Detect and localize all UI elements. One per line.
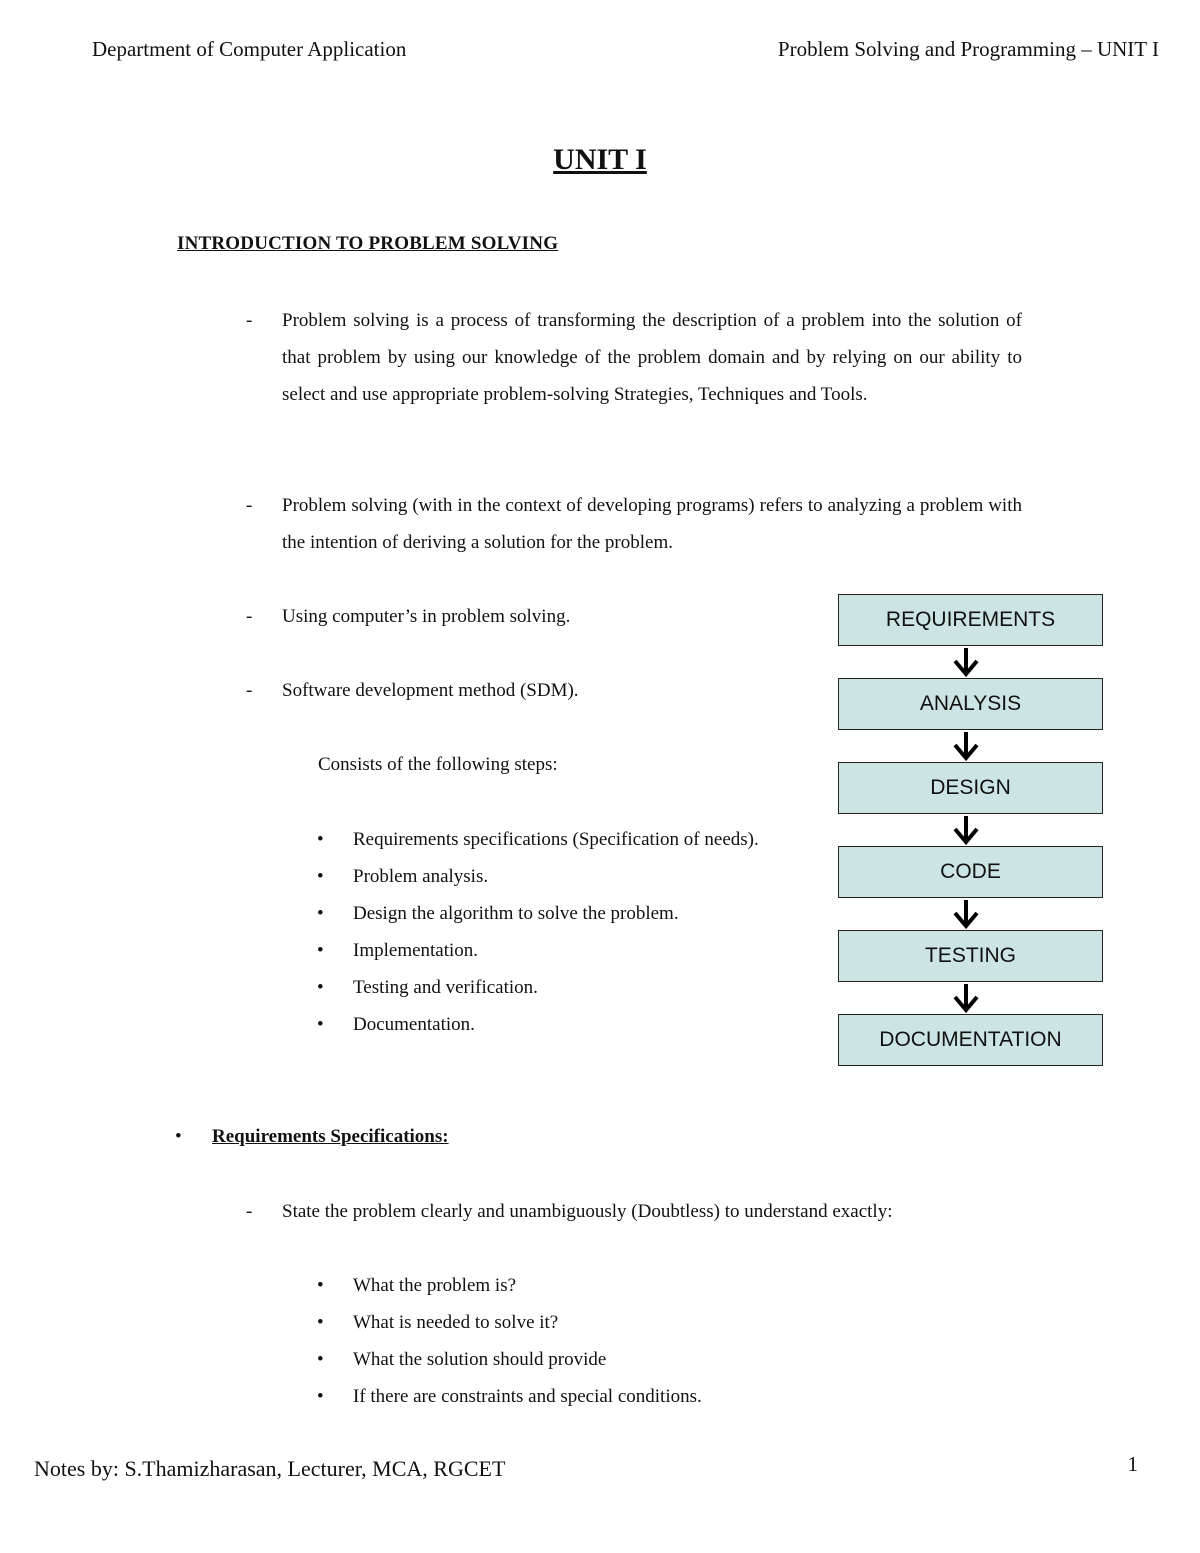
arrow-down-icon xyxy=(952,899,980,929)
flow-box-requirements: REQUIREMENTS xyxy=(838,594,1103,646)
paragraph-text: State the problem clearly and unambiguously (Doubtless) to understand exactly: xyxy=(282,1201,893,1222)
arrow-down-icon xyxy=(952,731,980,761)
footer-author-note: Notes by: S.Thamizharasan, Lecturer, MCA, RGCET xyxy=(34,1456,506,1481)
paragraph-text: Software development method (SDM). xyxy=(282,680,579,701)
flow-box-code: CODE xyxy=(838,846,1103,898)
dash-marker: - xyxy=(246,310,253,331)
steps-intro: Consists of the following steps: xyxy=(318,754,558,775)
arrow-down-icon xyxy=(952,983,980,1013)
flow-box-testing: TESTING xyxy=(838,930,1103,982)
paragraph-context xyxy=(246,487,1022,561)
header-department: Department of Computer Application xyxy=(92,37,407,61)
dash-marker: - xyxy=(246,606,253,627)
page-title: UNIT I xyxy=(553,143,647,176)
list-item: • Design the algorithm to solve the problem. xyxy=(353,903,679,925)
list-item: • Documentation. xyxy=(353,1014,475,1036)
flow-box-analysis: ANALYSIS xyxy=(838,678,1103,730)
list-item: • Problem analysis. xyxy=(353,866,488,888)
list-item: • Testing and verification. xyxy=(353,977,538,999)
list-item: • What the problem is? xyxy=(353,1275,516,1297)
flow-box-documentation: DOCUMENTATION xyxy=(838,1014,1103,1066)
list-item: • Requirements specifications (Specification of needs). xyxy=(353,829,759,851)
paragraph-text: Problem solving is a process of transforming the description of a problem into the solution of that problem by using our knowledge of the problem domain and by relying on our ability to select and use appropriate problem-solving Strategies, Techniques and Tools. xyxy=(282,310,1022,405)
arrow-down-icon xyxy=(952,815,980,845)
header-course-title: Problem Solving and Programming – UNIT I xyxy=(777,37,1159,61)
flow-box-design: DESIGN xyxy=(838,762,1103,814)
subsection-heading: Requirements Specifications: xyxy=(212,1126,449,1147)
paragraph-state-problem xyxy=(246,1193,1022,1230)
paragraph-text: Problem solving (with in the context of developing programs) refers to analyzing a problem with the intention of deriving a solution for the problem. xyxy=(282,495,1022,553)
list-item: • What the solution should provide xyxy=(353,1349,606,1371)
dash-marker: - xyxy=(246,495,253,516)
paragraph-text: Using computer’s in problem solving. xyxy=(282,606,571,627)
dash-marker: - xyxy=(246,680,253,701)
list-item: • If there are constraints and special conditions. xyxy=(353,1386,702,1408)
bullet-icon: • xyxy=(175,1126,182,1147)
page-number: 1 xyxy=(1127,1452,1138,1476)
arrow-down-icon xyxy=(952,647,980,677)
paragraph-definition xyxy=(246,302,1022,413)
dash-marker: - xyxy=(246,1201,253,1222)
list-item: • Implementation. xyxy=(353,940,478,962)
list-item: • What is needed to solve it? xyxy=(353,1312,558,1334)
section-heading: INTRODUCTION TO PROBLEM SOLVING xyxy=(177,233,559,254)
